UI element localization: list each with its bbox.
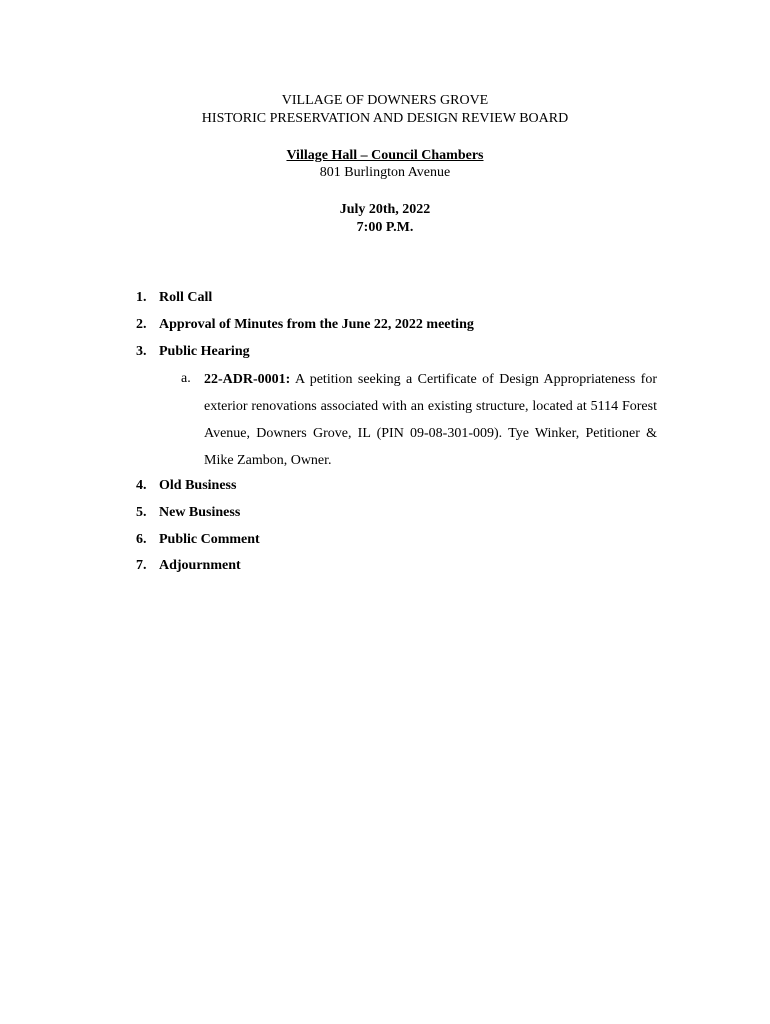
- agenda-item-label: New Business: [159, 505, 241, 520]
- case-id: 22-ADR-0001:: [204, 372, 291, 387]
- agenda-item-new-business: [136, 504, 240, 522]
- agenda-item-number: 5.: [136, 505, 147, 520]
- header-board-name: HISTORIC PRESERVATION AND DESIGN REVIEW BOARD: [201, 111, 569, 126]
- agenda-item-label: Old Business: [159, 478, 237, 493]
- meeting-location-address: 801 Burlington Avenue: [319, 165, 451, 180]
- agenda-item-old-business: [136, 477, 236, 495]
- agenda-item-number: 7.: [136, 558, 147, 573]
- agenda-item-label: Public Comment: [159, 532, 260, 547]
- agenda-item-public-hearing: [136, 343, 250, 361]
- meeting-location-name-text: Village Hall – Council Chambers: [286, 148, 484, 163]
- meeting-time: 7:00 P.M.: [356, 220, 414, 235]
- agenda-item-number: 3.: [136, 344, 147, 359]
- agenda-item-label: Adjournment: [159, 558, 241, 573]
- agenda-item-number: 1.: [136, 290, 147, 305]
- agenda-item-adjournment: [136, 557, 241, 575]
- case-description: A petition seeking a Certificate of Design Appropriateness for exterior renovations associated with an existing structure, located at 5114 Forest Avenue, Downers Grove, IL (PIN 09-08-301-009). Tye Winker, Petitioner & Mike Zambon, Owner.: [204, 372, 657, 468]
- agenda-item-number: 6.: [136, 532, 147, 547]
- public-hearing-subitem: [204, 366, 657, 474]
- agenda-item-approval-of-minutes: [136, 316, 474, 334]
- meeting-date: July 20th, 2022: [339, 202, 431, 217]
- agenda-item-public-comment: [136, 531, 260, 549]
- header-village-name: VILLAGE OF DOWNERS GROVE: [281, 93, 489, 108]
- agenda-item-number: 4.: [136, 478, 147, 493]
- agenda-item-label: Public Hearing: [159, 344, 250, 359]
- agenda-item-roll-call: [136, 289, 212, 307]
- agenda-item-label: Roll Call: [159, 290, 213, 305]
- public-hearing-subitem-marker: a.: [181, 371, 191, 386]
- agenda-item-number: 2.: [136, 317, 147, 332]
- meeting-location-name: [0, 147, 770, 165]
- agenda-item-label: Approval of Minutes from the June 22, 2022 meeting: [159, 317, 474, 332]
